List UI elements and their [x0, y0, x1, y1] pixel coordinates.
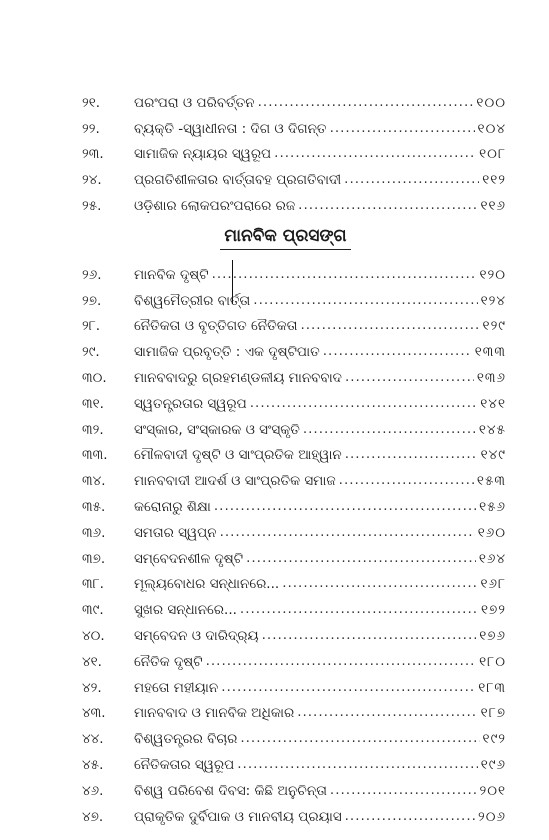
- toc-entry: [82, 748, 506, 774]
- dot-leader: [237, 755, 478, 773]
- entry-number: ୨୮.: [82, 318, 101, 335]
- entry-page-number: ୨୦୬: [478, 808, 506, 825]
- entry-page-number: ୧୭୬: [479, 627, 506, 644]
- toc-entry: [82, 138, 506, 164]
- entry-page-number: ୧୩୬: [476, 369, 506, 386]
- entry-page-number: ୧୧୨: [482, 172, 506, 189]
- entry-page-number: ୧୦୮: [479, 146, 506, 163]
- entry-number: ୪୫.: [82, 756, 104, 773]
- section-heading: ମାନବିକ ପ୍ରସଙ୍ଗ: [220, 226, 350, 250]
- dot-leader: [330, 781, 477, 799]
- dot-leader: [240, 600, 478, 618]
- dot-leader: [282, 574, 477, 592]
- dot-leader: [253, 291, 477, 309]
- dot-leader: [246, 549, 476, 567]
- entry-number: ୩୫.: [82, 498, 106, 515]
- entry-page-number: ୧୨୪: [480, 292, 506, 309]
- toc-entry: [82, 568, 506, 594]
- entry-number: ୩୦.: [82, 369, 107, 386]
- entry-number: ୪୪.: [82, 731, 104, 748]
- entry-title: ମାନବିକ ଦୃଷ୍ଟି: [134, 266, 209, 283]
- entry-page-number: ୧୮୩: [478, 679, 506, 696]
- entry-number: ୩୪.: [82, 473, 106, 490]
- toc-entry: [82, 163, 506, 189]
- entry-page-number: ୧୫୩: [476, 473, 506, 490]
- entry-number: ୩୧.: [82, 395, 104, 412]
- entry-page-number: ୧୪୫: [478, 421, 506, 438]
- entry-page-number: ୧୦୦: [476, 94, 506, 111]
- entry-number: ୨୧.: [82, 94, 101, 111]
- entry-number: ୪୧.: [82, 653, 102, 670]
- toc-entry: [82, 619, 506, 645]
- dot-leader: [258, 93, 474, 111]
- entry-number: ୨୬.: [82, 266, 102, 283]
- toc-entry: [82, 86, 506, 112]
- dot-leader: [206, 652, 477, 670]
- entry-page-number: ୧୮୦: [479, 653, 506, 670]
- entry-page-number: ୧୬୦: [477, 524, 506, 541]
- dot-leader: [345, 807, 475, 825]
- entry-number: ୪୨.: [82, 679, 102, 696]
- dot-leader: [339, 471, 474, 489]
- entry-title: ସମତାର ସ୍ୱପ୍ନ: [134, 524, 217, 541]
- dot-leader: [221, 678, 475, 696]
- entry-number: ୩୭.: [82, 550, 106, 567]
- entry-title: ଓଡ଼ିଶାର ଲୋକପରଂପରାରେ ରଜ: [134, 197, 296, 214]
- entry-number: ୩୩.: [82, 447, 108, 464]
- entry-page-number: ୧୮୭: [480, 705, 506, 722]
- entry-title: ବିଶ୍ୱ ପରିବେଶ ଦିବସ: କିଛି ଅନୁଚିନ୍ତା: [134, 782, 327, 799]
- entry-page-number: ୧୦୪: [477, 120, 506, 137]
- entry-number: ୩୯.: [82, 602, 104, 619]
- entry-title: ସାମାଜିକ ପ୍ରବୃତ୍ତି : ଏକ ଦୃଷ୍ଟିପାତ: [134, 344, 320, 361]
- entry-number: ୨୭.: [82, 292, 102, 309]
- entry-title: ମାନବବାଦୀ ଆଦର୍ଶ ଓ ସାଂପ୍ରତିକ ସମାଜ: [134, 473, 336, 490]
- toc-entry: [82, 516, 506, 542]
- toc-entry: [82, 774, 506, 800]
- toc-entry: [82, 413, 506, 439]
- entry-page-number: ୧୭୨: [480, 602, 506, 619]
- dot-leader: [297, 703, 477, 721]
- toc-entry: [82, 542, 506, 568]
- entry-title: ନୈତିକ ଦୃଷ୍ଟି: [134, 653, 203, 670]
- dot-leader: [214, 497, 476, 515]
- toc-entry: [82, 671, 506, 697]
- entry-page-number: ୧୪୯: [480, 447, 506, 464]
- entry-title: ପ୍ରଗତିଶୀଳତାର ବାର୍ତ୍ତାବହ ପ୍ରଗତିବାଦୀ: [134, 172, 342, 189]
- dot-leader: [323, 342, 472, 360]
- entry-title: ସ୍ୱତନ୍ତ୍ରତାର ସ୍ୱରୂପ: [134, 395, 247, 412]
- entry-page-number: ୧୬୪: [478, 550, 506, 567]
- dot-leader: [250, 394, 478, 412]
- entry-page-number: ୧୫୬: [479, 498, 506, 515]
- entry-title: ମାନବବାଦରୁ ଗ୍ରହମଣ୍ଡଳୀୟ ମାନବବାଦ: [134, 369, 342, 386]
- dot-leader: [330, 119, 475, 137]
- entry-number: ୩୨.: [82, 421, 104, 438]
- dot-leader: [345, 445, 478, 463]
- entry-number: ୨୯.: [82, 344, 100, 361]
- toc-entry: [82, 258, 506, 284]
- dot-leader: [300, 316, 479, 334]
- dot-leader: [212, 265, 477, 283]
- entry-page-number: ୧୯୨: [482, 731, 506, 748]
- toc-entry: [82, 800, 506, 826]
- entry-title: ବିଶ୍ୱତନ୍ତ୍ରର ବିଚାର: [134, 731, 238, 748]
- toc-entry: [82, 284, 506, 310]
- toc-list-part-two: [82, 258, 506, 826]
- toc-list-part-one: [82, 86, 506, 215]
- entry-number: ୨୩.: [82, 146, 104, 163]
- entry-title: ସମ୍ବେଦନ ଓ ଦାରିଦ୍ର୍ୟ: [134, 627, 259, 644]
- dot-leader: [303, 420, 476, 438]
- entry-title: ସାମାଜିକ ନ୍ୟାୟର ସ୍ୱରୂପ: [134, 146, 272, 163]
- entry-page-number: ୧୨୦: [479, 266, 506, 283]
- toc-entry: [82, 464, 506, 490]
- entry-title: ସମ୍ବେଦନଶୀଳ ଦୃଷ୍ଟି: [134, 550, 244, 567]
- entry-title: ନୈତିକତା ଓ ବୃତ୍ତିଗତ ନୈତିକତା: [134, 318, 298, 335]
- entry-number: ୨୫.: [82, 197, 102, 214]
- entry-title: ସୁଖର ସନ୍ଧାନରେ...: [134, 602, 237, 619]
- toc-entry: [82, 335, 506, 361]
- toc-entry: [82, 439, 506, 465]
- entry-number: ୩୮.: [82, 576, 104, 593]
- entry-page-number: ୧୨୯: [482, 318, 506, 335]
- entry-page-number: ୧୪୧: [480, 395, 506, 412]
- entry-title: ବିଶ୍ୱମୈତ୍ରୀର ବାର୍ତ୍ତା: [134, 292, 251, 309]
- toc-entry: [82, 112, 506, 138]
- section-heading-wrapper: [0, 226, 549, 250]
- entry-title: ମହତୋ ମହୀୟାନ: [134, 679, 219, 696]
- dot-leader: [220, 523, 475, 541]
- entry-page-number: ୧୧୬: [480, 197, 506, 214]
- toc-entry: [82, 387, 506, 413]
- toc-entry: [82, 722, 506, 748]
- entry-number: ୨୪.: [82, 172, 102, 189]
- dot-leader: [274, 144, 476, 162]
- entry-title: ସଂସ୍କାର, ସଂସ୍କାରକ ଓ ସଂସ୍କୃତି: [134, 421, 300, 438]
- entry-title: ପ୍ରାକୃତିକ ଦୁର୍ବିପାକ ଓ ମାନବୀୟ ପ୍ରୟାସ: [134, 808, 342, 825]
- toc-entry: [82, 189, 506, 215]
- entry-number: ୪୦.: [82, 627, 105, 644]
- entry-title: ବ୍ୟକ୍ତି -ସ୍ୱାଧୀନତା : ଦିଗ ଓ ଦିଗନ୍ତ: [134, 120, 327, 137]
- entry-number: ୨୨.: [82, 120, 100, 137]
- entry-title: ମାନବବାଦ ଓ ମାନବିକ ଅଧିକାର: [134, 705, 295, 722]
- toc-entry: [82, 645, 506, 671]
- entry-number: ୪୩.: [82, 705, 106, 722]
- toc-entry: [82, 310, 506, 336]
- entry-title: ମୌଳବାଦୀ ଦୃଷ୍ଟି ଓ ସାଂପ୍ରତିକ ଆହ୍ୱାନ: [134, 447, 342, 464]
- toc-entry: [82, 593, 506, 619]
- entry-page-number: ୧୬୮: [480, 576, 506, 593]
- toc-entry: [82, 361, 506, 387]
- dot-leader: [344, 170, 479, 188]
- dot-leader: [298, 196, 477, 214]
- entry-number: ୪୬.: [82, 782, 104, 799]
- toc-entry: [82, 697, 506, 723]
- dot-leader: [262, 626, 477, 644]
- toc-entry: [82, 490, 506, 516]
- entry-title: ମୂଲ୍ୟବୋଧର ସନ୍ଧାନରେ...: [134, 576, 280, 593]
- entry-title: ନୈତିକତାର ସ୍ୱରୂପ: [134, 756, 235, 773]
- entry-page-number: ୨୦୧: [479, 782, 506, 799]
- entry-title: କରୋନାରୁ ଶିକ୍ଷା: [134, 498, 211, 515]
- entry-title: ପରଂପରା ଓ ପରିବର୍ତ୍ତନ: [134, 94, 255, 111]
- dot-leader: [240, 729, 479, 747]
- entry-page-number: ୧୩୩: [474, 344, 506, 361]
- entry-number: ୪୭.: [82, 808, 104, 825]
- dot-leader: [345, 368, 474, 386]
- entry-page-number: ୧୯୬: [480, 756, 506, 773]
- entry-number: ୩୬.: [82, 524, 106, 541]
